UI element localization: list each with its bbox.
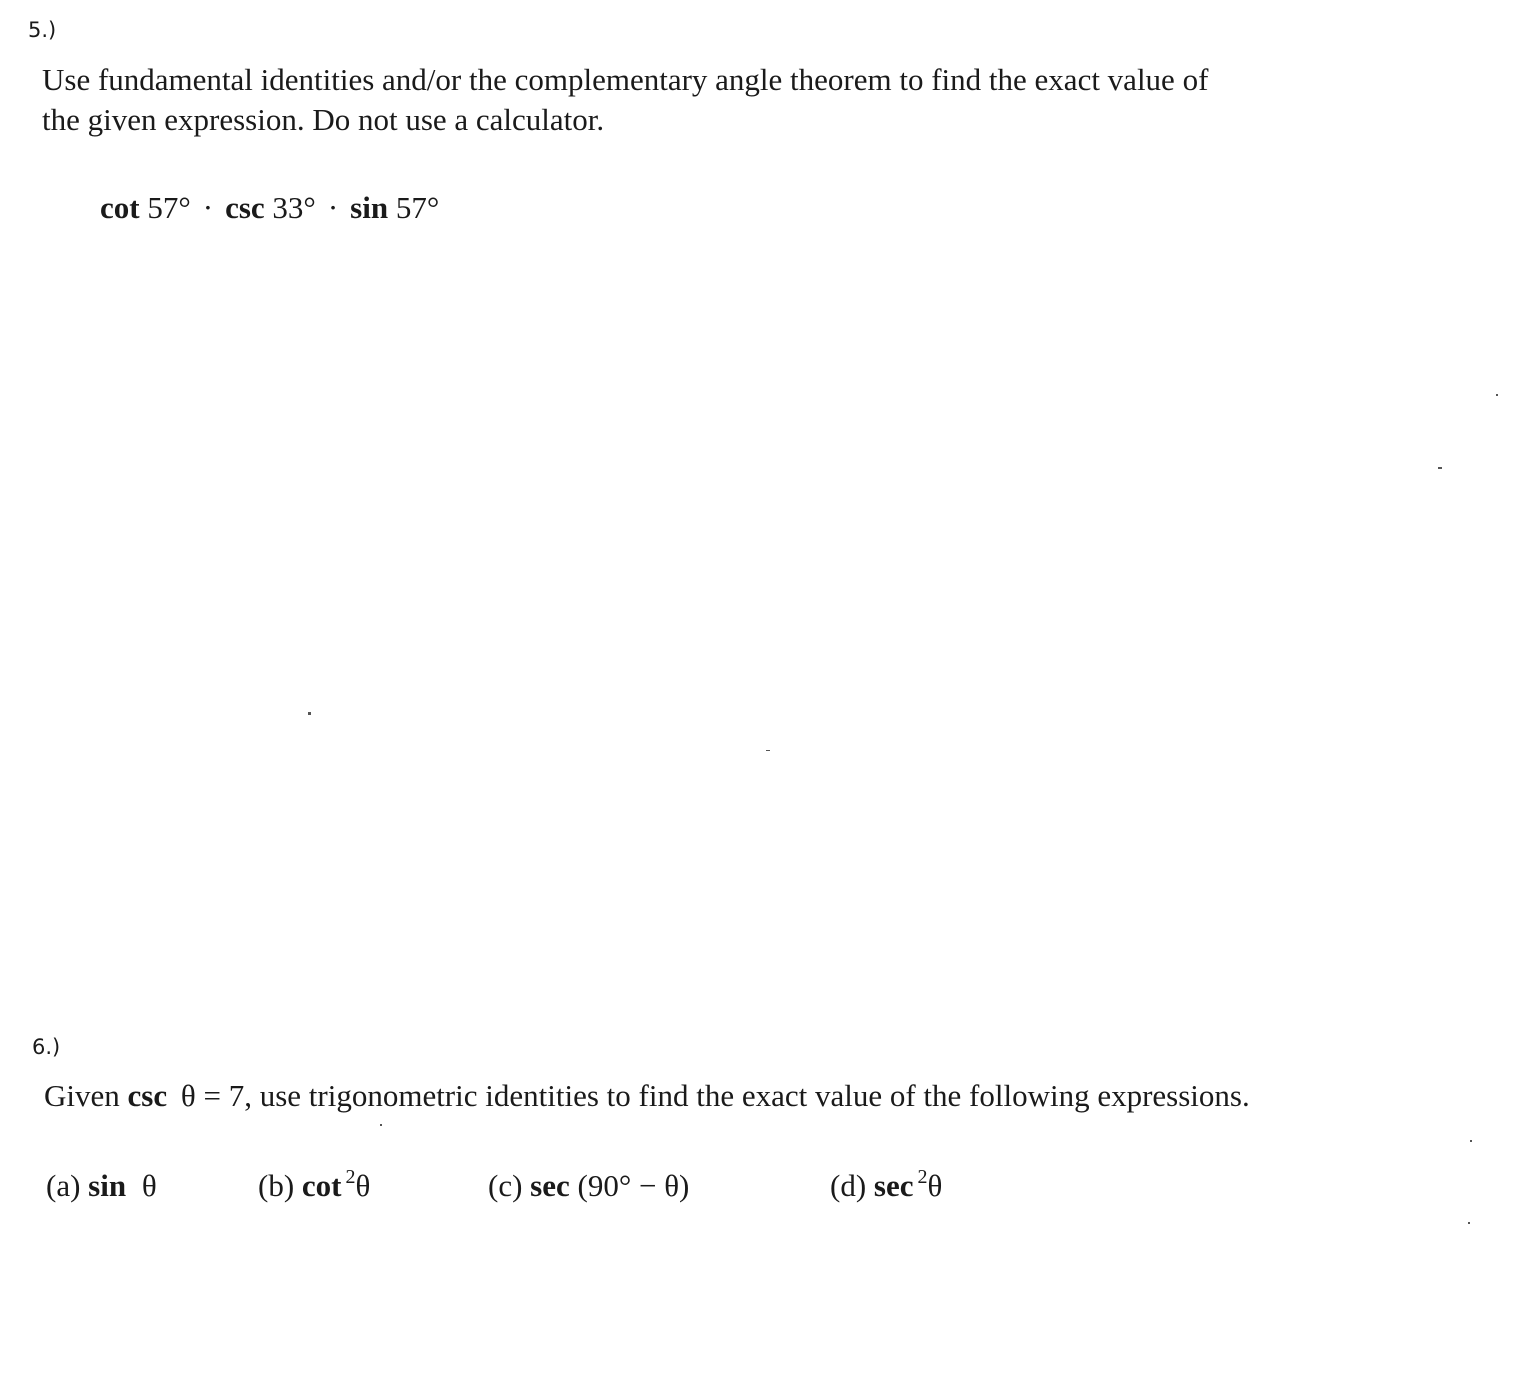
problem-5-expression	[100, 190, 439, 226]
scan-speck	[380, 1124, 382, 1126]
sin-function: sin	[350, 190, 389, 225]
part-d-exponent: 2	[917, 1166, 928, 1188]
part-d	[830, 1168, 942, 1204]
part-c	[488, 1168, 689, 1204]
part-a-argument: θ	[141, 1168, 157, 1203]
problem-5-instruction	[42, 60, 1462, 139]
part-b-function: cot	[301, 1168, 342, 1203]
csc-function: csc	[225, 190, 265, 225]
instruction-line-2: the given expression. Do not use a calculator.	[42, 101, 605, 137]
scan-speck	[1496, 394, 1498, 396]
problem-6-instruction	[44, 1076, 1250, 1116]
csc-argument: 33°	[272, 190, 316, 225]
multiplication-dot: ·	[202, 190, 214, 225]
scan-speck	[1438, 467, 1442, 469]
given-rest: , use trigonometric identities to find the exact value of the following expressions.	[244, 1078, 1250, 1113]
part-a-function: sin	[88, 1168, 127, 1203]
cot-argument: 57°	[147, 190, 191, 225]
part-c-argument: (90° − θ)	[577, 1168, 690, 1203]
part-b	[258, 1168, 370, 1204]
scan-speck	[1468, 1222, 1470, 1224]
given-equation: θ = 7	[180, 1078, 245, 1113]
part-c-label: (c)	[488, 1168, 523, 1203]
multiplication-dot: ·	[327, 190, 339, 225]
cot-function: cot	[100, 190, 140, 225]
scan-speck	[766, 750, 770, 751]
given-function: csc	[127, 1078, 168, 1113]
part-d-function: sec	[873, 1168, 914, 1203]
part-c-function: sec	[530, 1168, 570, 1203]
sin-argument: 57°	[395, 190, 440, 225]
instruction-line-1: Use fundamental identities and/or the complementary angle theorem to find the exact value of	[42, 62, 1209, 97]
part-b-exponent: 2	[345, 1166, 356, 1188]
problem-6-number: 6.)	[32, 1035, 61, 1059]
part-a-label: (a)	[46, 1168, 81, 1203]
part-d-argument: θ	[927, 1168, 943, 1203]
problem-5-number: 5.)	[28, 18, 57, 42]
scan-speck	[1470, 1140, 1472, 1142]
scan-speck	[308, 712, 311, 715]
part-a	[46, 1168, 157, 1204]
given-prefix: Given	[44, 1078, 120, 1113]
part-d-label: (d)	[830, 1168, 867, 1203]
part-b-argument: θ	[355, 1168, 371, 1203]
part-b-label: (b)	[258, 1168, 295, 1203]
